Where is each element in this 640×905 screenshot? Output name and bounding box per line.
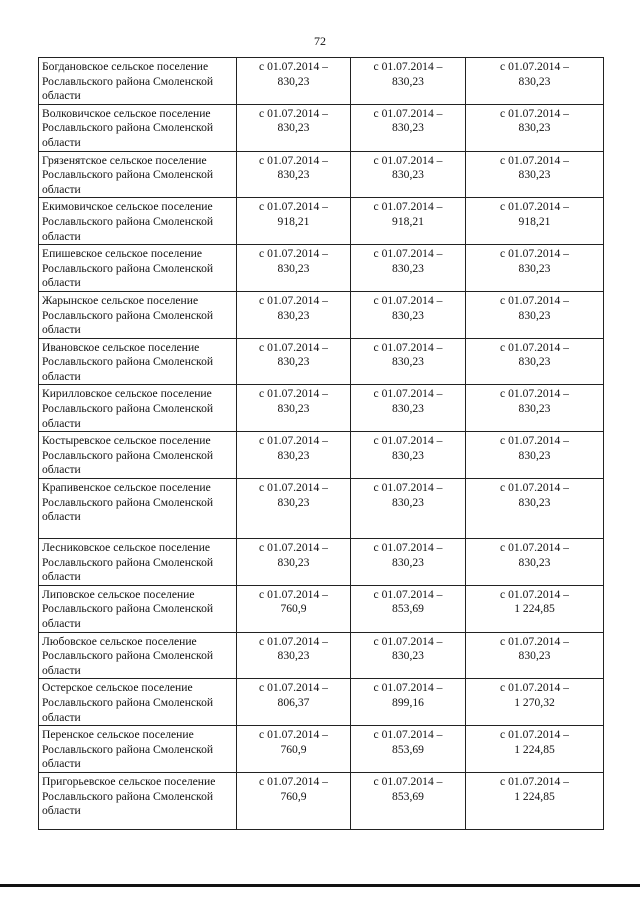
table-row — [39, 726, 604, 773]
tariff-value: 760,9 — [280, 789, 307, 803]
tariff-cell-2 — [351, 479, 466, 539]
tariff-value: 830,23 — [518, 308, 551, 322]
tariff-date: с 01.07.2014 – — [259, 728, 328, 742]
tariff-date: с 01.07.2014 – — [259, 247, 328, 261]
settlement-name: Перенское сельское поселение Рославльского района Смоленской области — [39, 726, 237, 773]
tariff-value: 830,23 — [277, 261, 310, 275]
tariff-cell-2 — [351, 291, 466, 338]
tariff-date: с 01.07.2014 – — [500, 387, 569, 401]
tariff-value: 830,23 — [518, 261, 551, 275]
tariff-date: с 01.07.2014 – — [373, 634, 443, 648]
tariff-cell-2 — [351, 151, 466, 198]
tariff-date: с 01.07.2014 – — [259, 106, 328, 120]
tariff-value: 760,9 — [280, 742, 307, 756]
tariff-date: с 01.07.2014 – — [373, 340, 443, 354]
tariff-value: 830,23 — [392, 308, 424, 322]
tariff-cell-1 — [237, 338, 351, 385]
tariff-value: 830,23 — [277, 555, 310, 569]
tariff-date: с 01.07.2014 – — [373, 774, 443, 788]
tariff-date: с 01.07.2014 – — [500, 106, 569, 120]
settlement-name: Епишевское сельское поселение Рославльского района Смоленской области — [39, 245, 237, 292]
tariff-value: 830,23 — [392, 121, 424, 135]
table-row — [39, 679, 604, 726]
settlement-name: Кирилловское сельское поселение Рославльского района Смоленской области — [39, 385, 237, 432]
tariff-value: 830,23 — [277, 402, 310, 416]
settlement-name: Остерское сельское поселение Рославльского района Смоленской области — [39, 679, 237, 726]
tariff-date: с 01.07.2014 – — [500, 681, 569, 695]
tariff-value: 830,23 — [277, 495, 310, 509]
tariff-cell-3 — [466, 772, 604, 829]
tariff-date: с 01.07.2014 – — [500, 728, 569, 742]
tariff-cell-2 — [351, 338, 466, 385]
tariff-date: с 01.07.2014 – — [373, 60, 443, 73]
tariff-value: 918,21 — [277, 214, 310, 228]
tariff-cell-1 — [237, 291, 351, 338]
tariff-value: 806,37 — [277, 695, 310, 709]
tariff-date: с 01.07.2014 – — [373, 681, 443, 695]
table-row — [39, 479, 604, 539]
tariff-cell-2 — [351, 539, 466, 586]
tariff-value: 830,23 — [392, 168, 424, 182]
tariff-date: с 01.07.2014 – — [500, 200, 569, 214]
tariff-cell-3 — [466, 245, 604, 292]
tariff-cell-1 — [237, 479, 351, 539]
settlement-name: Лесниковское сельское поселение Рославльского района Смоленской области — [39, 539, 237, 586]
tariff-value: 830,23 — [518, 448, 551, 462]
tariff-value: 1 224,85 — [514, 742, 555, 756]
tariff-date: с 01.07.2014 – — [259, 434, 328, 448]
tariff-date: с 01.07.2014 – — [373, 587, 443, 601]
tariff-date: с 01.07.2014 – — [500, 153, 569, 167]
settlement-name: Пригорьевское сельское поселение Рославльского района Смоленской области — [39, 772, 237, 829]
settlement-name: Крапивенское сельское поселение Рославльского района Смоленской области — [39, 479, 237, 539]
tariff-date: с 01.07.2014 – — [373, 387, 443, 401]
tariff-date: с 01.07.2014 – — [373, 541, 443, 555]
footer-rule — [0, 884, 640, 887]
tariff-value: 760,9 — [280, 602, 307, 616]
tariff-value: 830,23 — [277, 649, 310, 663]
tariff-date: с 01.07.2014 – — [373, 200, 443, 214]
table-row — [39, 385, 604, 432]
tariff-date: с 01.07.2014 – — [259, 340, 328, 354]
tariff-cell-1 — [237, 245, 351, 292]
tariff-date: с 01.07.2014 – — [259, 293, 328, 307]
tariff-value: 830,23 — [277, 308, 310, 322]
tariff-value: 830,23 — [392, 555, 424, 569]
table-row — [39, 245, 604, 292]
settlement-name: Волковичское сельское поселение Рославльского района Смоленской области — [39, 104, 237, 151]
tariff-value: 830,23 — [518, 555, 551, 569]
tariff-cell-2 — [351, 58, 466, 105]
tariff-cell-3 — [466, 291, 604, 338]
table-row — [39, 151, 604, 198]
tariff-date: с 01.07.2014 – — [500, 434, 569, 448]
tariff-date: с 01.07.2014 – — [500, 247, 569, 261]
tariff-cell-3 — [466, 479, 604, 539]
tariff-value: 830,23 — [518, 355, 551, 369]
tariff-date: с 01.07.2014 – — [500, 541, 569, 555]
tariff-value: 830,23 — [392, 649, 424, 663]
tariff-value: 830,23 — [277, 168, 310, 182]
tariff-cell-1 — [237, 772, 351, 829]
tariff-value: 853,69 — [392, 602, 424, 616]
tariff-cell-2 — [351, 104, 466, 151]
tariff-date: с 01.07.2014 – — [500, 340, 569, 354]
settlement-name: Богдановское сельское поселение Рославльского района Смоленской области — [39, 58, 237, 105]
tariff-value: 830,23 — [277, 74, 310, 88]
tariff-value: 853,69 — [392, 789, 424, 803]
tariff-value: 830,23 — [518, 168, 551, 182]
table-row — [39, 338, 604, 385]
tariff-date: с 01.07.2014 – — [373, 247, 443, 261]
tariff-cell-1 — [237, 151, 351, 198]
tariff-date: с 01.07.2014 – — [259, 681, 328, 695]
tariff-cell-3 — [466, 198, 604, 245]
tariff-date: с 01.07.2014 – — [259, 481, 328, 495]
tariff-value: 830,23 — [518, 121, 551, 135]
tariff-date: с 01.07.2014 – — [259, 634, 328, 648]
tariff-date: с 01.07.2014 – — [259, 387, 328, 401]
tariff-value: 918,21 — [518, 214, 551, 228]
tariff-cell-3 — [466, 585, 604, 632]
tariff-cell-2 — [351, 385, 466, 432]
tariff-cell-3 — [466, 385, 604, 432]
tariff-cell-1 — [237, 432, 351, 479]
settlement-name: Костыревское сельское поселение Рославльского района Смоленской области — [39, 432, 237, 479]
tariff-cell-3 — [466, 726, 604, 773]
tariff-cell-1 — [237, 58, 351, 105]
settlement-name: Ивановское сельское поселение Рославльского района Смоленской области — [39, 338, 237, 385]
tariff-cell-3 — [466, 58, 604, 105]
table-row — [39, 198, 604, 245]
settlement-name: Екимовичское сельское поселение Рославльского района Смоленской области — [39, 198, 237, 245]
tariff-value: 830,23 — [392, 355, 424, 369]
tariff-value: 1 224,85 — [514, 602, 555, 616]
tariff-date: с 01.07.2014 – — [373, 293, 443, 307]
tariff-date: с 01.07.2014 – — [500, 481, 569, 495]
settlement-name: Жарынское сельское поселение Рославльского района Смоленской области — [39, 291, 237, 338]
tariff-value: 899,16 — [392, 695, 424, 709]
tariff-date: с 01.07.2014 – — [259, 200, 328, 214]
tariff-date: с 01.07.2014 – — [259, 541, 328, 555]
tariff-cell-1 — [237, 726, 351, 773]
tariff-date: с 01.07.2014 – — [373, 153, 443, 167]
tariff-value: 830,23 — [392, 448, 424, 462]
tariff-date: с 01.07.2014 – — [500, 774, 569, 788]
tariff-cell-3 — [466, 432, 604, 479]
tariff-date: с 01.07.2014 – — [259, 153, 328, 167]
tariff-cell-3 — [466, 539, 604, 586]
tariff-cell-3 — [466, 632, 604, 679]
tariff-value: 830,23 — [277, 121, 310, 135]
tariff-date: с 01.07.2014 – — [259, 774, 328, 788]
tariff-value: 1 270,32 — [514, 695, 555, 709]
settlement-name: Грязенятское сельское поселение Рославльского района Смоленской области — [39, 151, 237, 198]
tariff-cell-3 — [466, 679, 604, 726]
tariff-cell-1 — [237, 585, 351, 632]
tariff-value: 1 224,85 — [514, 789, 555, 803]
table-row — [39, 291, 604, 338]
tariff-cell-2 — [351, 632, 466, 679]
tariff-cell-1 — [237, 679, 351, 726]
table-row — [39, 632, 604, 679]
tariff-cell-1 — [237, 385, 351, 432]
tariff-value: 853,69 — [392, 742, 424, 756]
tariff-date: с 01.07.2014 – — [373, 106, 443, 120]
tariff-cell-1 — [237, 632, 351, 679]
tariff-value: 830,23 — [392, 495, 424, 509]
tariff-date: с 01.07.2014 – — [259, 60, 328, 73]
tariff-cell-3 — [466, 151, 604, 198]
tariff-date: с 01.07.2014 – — [373, 728, 443, 742]
tariff-date: с 01.07.2014 – — [500, 293, 569, 307]
tariff-date: с 01.07.2014 – — [500, 60, 569, 73]
table-row — [39, 539, 604, 586]
tariff-cell-2 — [351, 726, 466, 773]
tariff-value: 830,23 — [518, 495, 551, 509]
tariff-cell-2 — [351, 585, 466, 632]
tariff-value: 830,23 — [518, 649, 551, 663]
tariff-date: с 01.07.2014 – — [259, 587, 328, 601]
tariff-date: с 01.07.2014 – — [500, 634, 569, 648]
tariff-date: с 01.07.2014 – — [500, 587, 569, 601]
table-row — [39, 104, 604, 151]
tariff-value: 830,23 — [277, 448, 310, 462]
page-number: 72 — [314, 34, 326, 48]
table-row — [39, 585, 604, 632]
tariff-value: 830,23 — [392, 261, 424, 275]
tariff-cell-2 — [351, 772, 466, 829]
tariff-value: 830,23 — [277, 355, 310, 369]
settlement-name: Липовское сельское поселение Рославльского района Смоленской области — [39, 585, 237, 632]
tariff-cell-2 — [351, 679, 466, 726]
settlement-name: Любовское сельское поселение Рославльского района Смоленской области — [39, 632, 237, 679]
table-row — [39, 772, 604, 829]
tariff-value: 830,23 — [518, 402, 551, 416]
tariff-date: с 01.07.2014 – — [373, 434, 443, 448]
tariff-cell-2 — [351, 245, 466, 292]
tariff-table — [38, 57, 604, 830]
tariff-cell-1 — [237, 104, 351, 151]
tariff-cell-1 — [237, 539, 351, 586]
tariff-value: 830,23 — [392, 74, 424, 88]
tariff-cell-2 — [351, 432, 466, 479]
tariff-value: 830,23 — [392, 402, 424, 416]
tariff-value: 830,23 — [518, 74, 551, 88]
table-row — [39, 432, 604, 479]
tariff-cell-1 — [237, 198, 351, 245]
tariff-cell-2 — [351, 198, 466, 245]
tariff-cell-3 — [466, 104, 604, 151]
tariff-cell-3 — [466, 338, 604, 385]
tariff-value: 918,21 — [392, 214, 424, 228]
table-row — [39, 58, 604, 105]
tariff-date: с 01.07.2014 – — [373, 481, 443, 495]
